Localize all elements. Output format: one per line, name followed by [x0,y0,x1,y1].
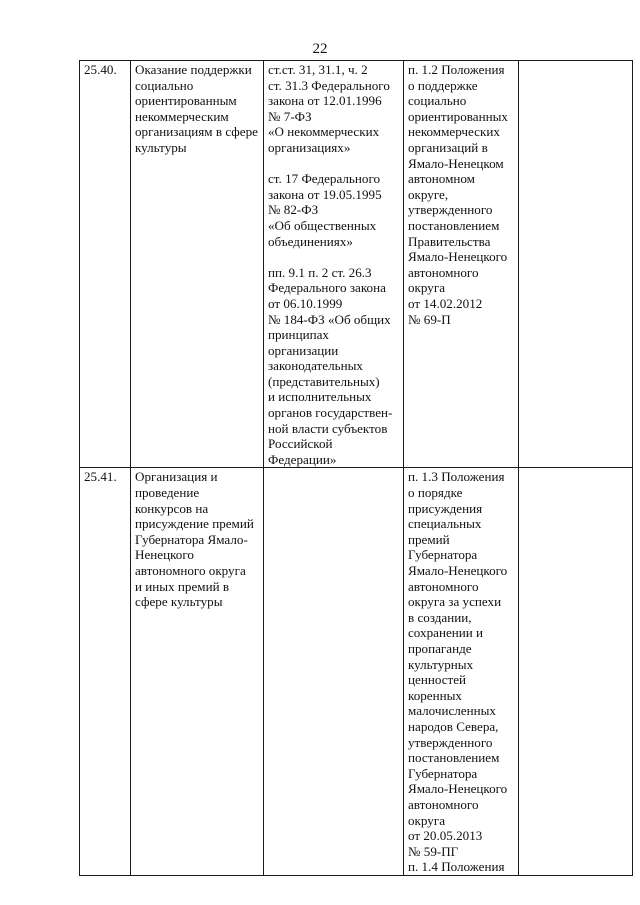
power-name-cell [131,468,264,875]
power-name: Оказание поддержки социально ориентированным некоммерческим организациям в сфере культуры [135,62,258,155]
federal-law-reference: пп. 9.1 п. 2 ст. 26.3 Федерального закона от 06.10.1999 № 184-ФЗ «Об общих принципах организации законодательных (представительных) и исполнительных органов государствен- ной власти субъектов Российской Федерации» [268,264,393,467]
regional-act-reference: п. 1.3 Положения о порядке присуждения специальных премий Губернатора Ямало-Ненецкого автономного округа за успехи в создании, сохранении и пропаганде культурных ценностей коренных малочисленных народов Севера, утвержденного постановлением Губернатора Ямало-Ненецкого автономного округа от 20.05.2013 № 59-ПГ п. 1.4 Положения [408,469,508,875]
table-row [80,61,633,468]
regional-act-cell [404,61,519,468]
federal-law-reference: ст.ст. 31, 31.1, ч. 2 ст. 31.3 Федерального закона от 12.01.1996 № 7-ФЗ «О некоммерческих организациях» [268,62,390,155]
row-number: 25.40. [84,62,117,77]
row-number-cell [80,468,131,875]
federal-law-reference: ст. 17 Федерального закона от 19.05.1995 № 82-ФЗ «Об общественных объединениях» [268,171,382,249]
page-number: 22 [312,41,328,57]
powers-table [79,60,633,876]
extra-cell [519,468,633,875]
extra-cell [519,61,633,468]
federal-law-cell [264,61,404,468]
row-number: 25.41. [84,469,117,485]
federal-law-cell [264,468,404,875]
row-number-cell [80,61,131,468]
regional-act-reference: п. 1.2 Положения о поддержке социально ориентированных некоммерческих организаций в Ямало-Ненецком автономном округе, утвержденного постановлением Правительства Ямало-Ненецкого автономного округа от 14.02.2012 № 69-П [408,62,508,327]
power-name-cell [131,61,264,468]
table-row [80,468,633,875]
power-name: Организация и проведение конкурсов на присуждение премий Губернатора Ямало- Ненецкого автономного округа и иных премий в сфере культуры [135,469,254,610]
regional-act-cell [404,468,519,875]
